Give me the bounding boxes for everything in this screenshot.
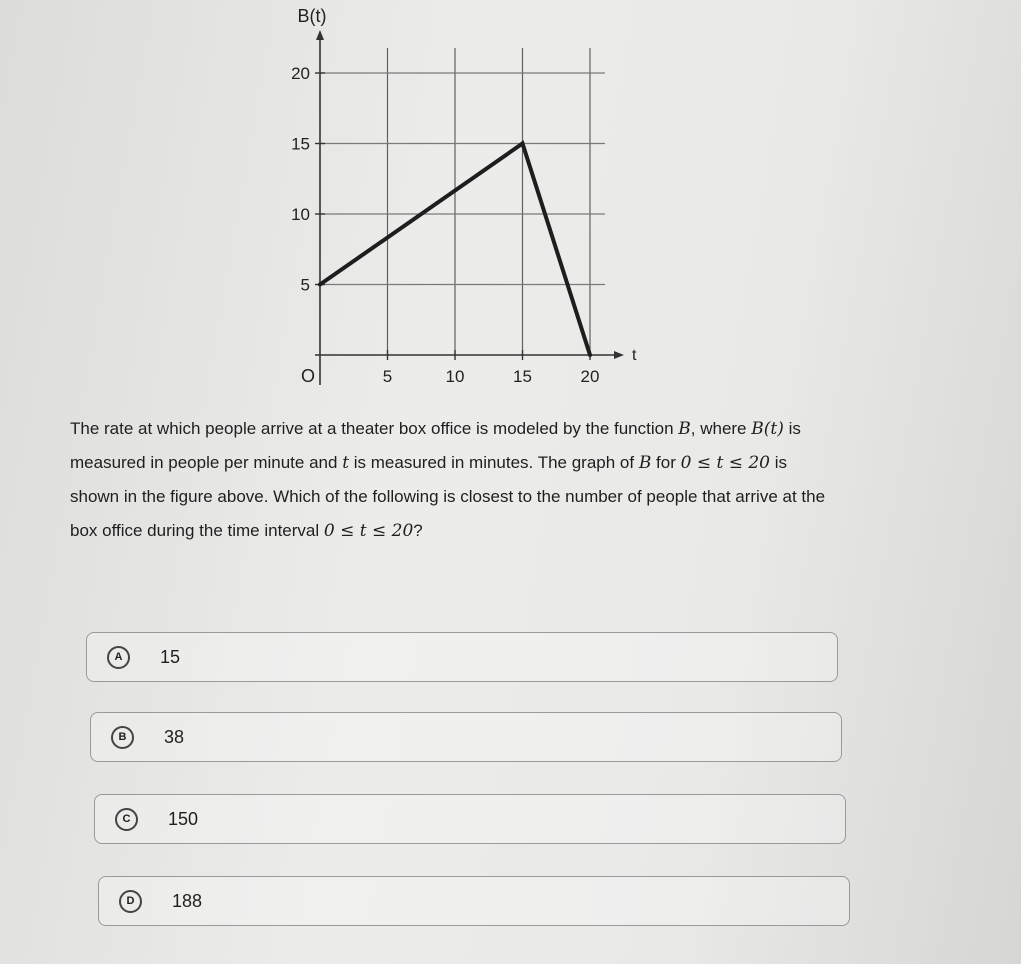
option-value: 15 xyxy=(160,646,181,667)
x-tick-label: 20 xyxy=(580,367,600,386)
answer-option-c[interactable] xyxy=(94,794,846,844)
option-letter-badge: B xyxy=(111,726,134,749)
y-tick-label: 20 xyxy=(291,64,310,83)
option-value: 188 xyxy=(172,890,203,911)
x-tick-label: 5 xyxy=(382,367,393,386)
x-tick-label: 10 xyxy=(445,367,465,386)
rate-graph xyxy=(250,0,650,400)
question-text: The rate at which people arrive at a theater box office is modeled by the function B, where B(t) is measured in people per minute and t is measured in minutes. The graph of B for 0 ≤ t ≤ 20 is shown in the figure above. Which of the following is closest to the number of people that arrive at the box office during the time interval 0 ≤ t ≤ 20? xyxy=(70,419,826,541)
origin-label: O xyxy=(300,366,316,386)
data-point xyxy=(521,142,525,146)
x-axis-arrow xyxy=(614,351,624,359)
y-axis-label: B(t) xyxy=(297,6,327,26)
y-axis-arrow xyxy=(316,30,324,40)
answer-option-b[interactable] xyxy=(90,712,842,762)
data-point xyxy=(588,353,592,357)
option-letter-badge: D xyxy=(119,890,142,913)
y-tick-label: 15 xyxy=(291,134,310,154)
option-letter-badge: A xyxy=(107,646,130,669)
option-value: 150 xyxy=(168,808,199,829)
data-point xyxy=(318,283,322,287)
option-letter-badge: C xyxy=(115,808,138,831)
answer-option-a[interactable] xyxy=(86,632,838,682)
y-tick-label: 10 xyxy=(291,205,310,224)
x-tick-label: 15 xyxy=(513,367,532,386)
x-axis-label: t xyxy=(632,347,637,364)
y-tick-label: 5 xyxy=(300,275,310,295)
option-value: 38 xyxy=(164,726,185,747)
answer-option-d[interactable] xyxy=(98,876,850,926)
